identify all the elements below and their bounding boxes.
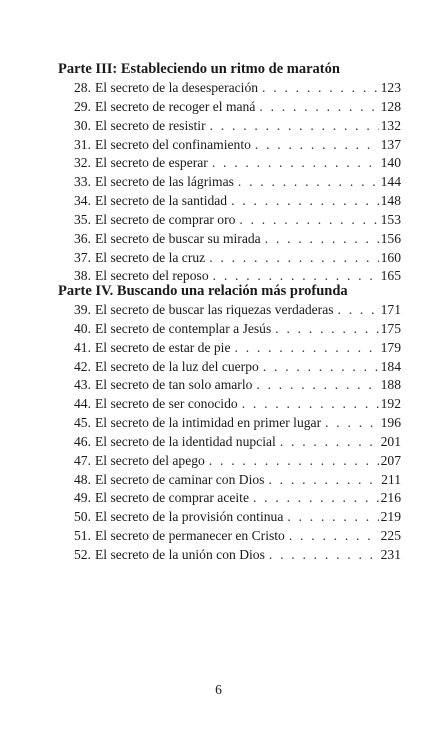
entry-page: 196 bbox=[380, 415, 401, 431]
toc-entry bbox=[58, 508, 401, 527]
dot-leader bbox=[238, 173, 379, 192]
entry-page: 175 bbox=[380, 320, 401, 336]
toc-entry bbox=[58, 414, 401, 433]
entry-page: 144 bbox=[380, 174, 401, 190]
toc-entry bbox=[58, 173, 401, 192]
toc-entry bbox=[58, 358, 401, 377]
dot-leader bbox=[255, 136, 379, 155]
dot-leader bbox=[256, 376, 378, 395]
dot-leader bbox=[262, 79, 379, 98]
toc-entry bbox=[58, 301, 401, 320]
toc-entry bbox=[58, 339, 401, 358]
entry-number: 32. bbox=[74, 155, 91, 171]
entry-number: 34. bbox=[74, 193, 91, 209]
entry-title: El secreto de comprar oro bbox=[95, 211, 236, 227]
toc-section-part-4 bbox=[58, 282, 401, 565]
entry-title: El secreto de resistir bbox=[95, 117, 206, 133]
entry-number: 33. bbox=[74, 174, 91, 190]
entry-title: El secreto de estar de pie bbox=[95, 339, 231, 355]
entry-title: El secreto de las lágrimas bbox=[95, 174, 234, 190]
entry-page: 137 bbox=[380, 136, 401, 152]
dot-leader bbox=[242, 395, 379, 414]
entry-number: 37. bbox=[74, 249, 91, 265]
entry-title: El secreto de buscar su mirada bbox=[95, 230, 261, 246]
toc-entry bbox=[58, 546, 401, 565]
entry-page: 231 bbox=[380, 546, 401, 562]
entry-title: El secreto del reposo bbox=[95, 268, 209, 284]
section-title: Parte III: Estableciendo un ritmo de maratón bbox=[58, 61, 340, 77]
entry-title: El secreto de ser conocido bbox=[95, 396, 238, 412]
entry-number: 39. bbox=[74, 302, 91, 317]
dot-leader bbox=[325, 414, 379, 433]
entry-title: El secreto de la luz del cuerpo bbox=[95, 358, 259, 374]
dot-leader bbox=[289, 527, 379, 546]
entry-number: 41. bbox=[74, 339, 91, 355]
toc-entry bbox=[58, 527, 401, 546]
entry-page: 184 bbox=[380, 358, 401, 374]
dot-leader bbox=[269, 546, 379, 565]
entry-title: El secreto del confinamiento bbox=[95, 136, 251, 152]
dot-leader bbox=[265, 230, 379, 249]
entry-title: El secreto de la provisión continua bbox=[95, 509, 284, 525]
dot-leader bbox=[239, 211, 378, 230]
entry-page: 188 bbox=[380, 377, 401, 393]
entry-title: El secreto del apego bbox=[95, 452, 205, 468]
dot-leader bbox=[338, 301, 379, 320]
entry-title: El secreto de esperar bbox=[95, 155, 208, 171]
entry-title: El secreto de la desesperación bbox=[95, 80, 259, 95]
entry-number: 51. bbox=[74, 528, 91, 544]
toc-entry bbox=[58, 395, 401, 414]
entry-title: El secreto de tan solo amarlo bbox=[95, 377, 253, 393]
entry-number: 40. bbox=[74, 320, 91, 336]
entry-number: 46. bbox=[74, 433, 91, 449]
entry-number: 35. bbox=[74, 211, 91, 227]
entry-number: 45. bbox=[74, 415, 91, 431]
toc-entry bbox=[58, 249, 401, 268]
toc-entry bbox=[58, 211, 401, 230]
entry-page: 153 bbox=[380, 211, 401, 227]
entry-page: 211 bbox=[381, 471, 401, 487]
entry-title: El secreto de la cruz bbox=[95, 249, 206, 265]
dot-leader bbox=[209, 249, 378, 268]
entry-page: 128 bbox=[380, 98, 401, 114]
toc-entry bbox=[58, 471, 401, 490]
entry-title: El secreto de la identidad nupcial bbox=[95, 433, 276, 449]
entry-number: 52. bbox=[74, 546, 91, 562]
dot-leader bbox=[209, 452, 379, 471]
toc-entry bbox=[58, 452, 401, 471]
entry-page: 132 bbox=[380, 117, 401, 133]
entry-number: 47. bbox=[74, 452, 91, 468]
toc-entry bbox=[58, 320, 401, 339]
entry-page: 160 bbox=[380, 249, 401, 265]
entry-number: 50. bbox=[74, 509, 91, 525]
entry-page: 225 bbox=[380, 528, 401, 544]
entry-number: 43. bbox=[74, 377, 91, 393]
entry-number: 29. bbox=[74, 98, 91, 114]
dot-leader bbox=[275, 320, 378, 339]
entry-number: 28. bbox=[74, 80, 91, 95]
entry-page: 165 bbox=[380, 268, 401, 284]
entry-page: 192 bbox=[380, 396, 401, 412]
page-number: 6 bbox=[215, 682, 222, 697]
entry-number: 30. bbox=[74, 117, 91, 133]
toc-entry bbox=[58, 192, 401, 211]
entry-number: 36. bbox=[74, 230, 91, 246]
entry-title: El secreto de buscar las riquezas verdaderas bbox=[95, 302, 334, 317]
dot-leader bbox=[287, 508, 378, 527]
entry-page: 207 bbox=[380, 452, 401, 468]
entry-title: El secreto de comprar aceite bbox=[95, 490, 249, 506]
dot-leader bbox=[253, 489, 379, 508]
toc-entry bbox=[58, 489, 401, 508]
entry-title: El secreto de la santidad bbox=[95, 193, 228, 209]
dot-leader bbox=[212, 154, 379, 173]
entry-number: 44. bbox=[74, 396, 91, 412]
section-title: Parte IV. Buscando una relación más profunda bbox=[58, 283, 348, 299]
toc-entry bbox=[58, 79, 401, 98]
dot-leader bbox=[210, 117, 379, 136]
entry-title: El secreto de la unión con Dios bbox=[95, 546, 265, 562]
entry-title: El secreto de permanecer en Cristo bbox=[95, 528, 285, 544]
entry-page: 123 bbox=[380, 80, 401, 95]
entry-title: El secreto de contemplar a Jesús bbox=[95, 320, 272, 336]
entry-page: 148 bbox=[380, 193, 401, 209]
entry-page: 219 bbox=[380, 509, 401, 525]
dot-leader bbox=[231, 192, 379, 211]
entry-page: 201 bbox=[380, 433, 401, 449]
dot-leader bbox=[268, 471, 379, 490]
toc-entry bbox=[58, 98, 401, 117]
entry-number: 38. bbox=[74, 268, 91, 284]
toc-section-part-3 bbox=[58, 60, 401, 286]
toc-entry bbox=[58, 433, 401, 452]
dot-leader bbox=[280, 433, 379, 452]
toc-entry bbox=[58, 230, 401, 249]
toc-entry bbox=[58, 117, 401, 136]
entry-page: 140 bbox=[380, 155, 401, 171]
toc-entry bbox=[58, 154, 401, 173]
toc-entry bbox=[58, 136, 401, 155]
dot-leader bbox=[259, 98, 378, 117]
entry-title: El secreto de la intimidad en primer lugar bbox=[95, 415, 322, 431]
entry-number: 42. bbox=[74, 358, 91, 374]
entry-title: El secreto de caminar con Dios bbox=[95, 471, 265, 487]
entry-number: 49. bbox=[74, 490, 91, 506]
entry-page: 171 bbox=[380, 302, 401, 317]
toc-entry bbox=[58, 376, 401, 395]
entry-page: 216 bbox=[380, 490, 401, 506]
entry-number: 31. bbox=[74, 136, 91, 152]
dot-leader bbox=[235, 339, 379, 358]
dot-leader bbox=[263, 358, 379, 377]
entry-title: El secreto de recoger el maná bbox=[95, 98, 256, 114]
entry-page: 179 bbox=[380, 339, 401, 355]
entry-number: 48. bbox=[74, 471, 91, 487]
entry-page: 156 bbox=[380, 230, 401, 246]
